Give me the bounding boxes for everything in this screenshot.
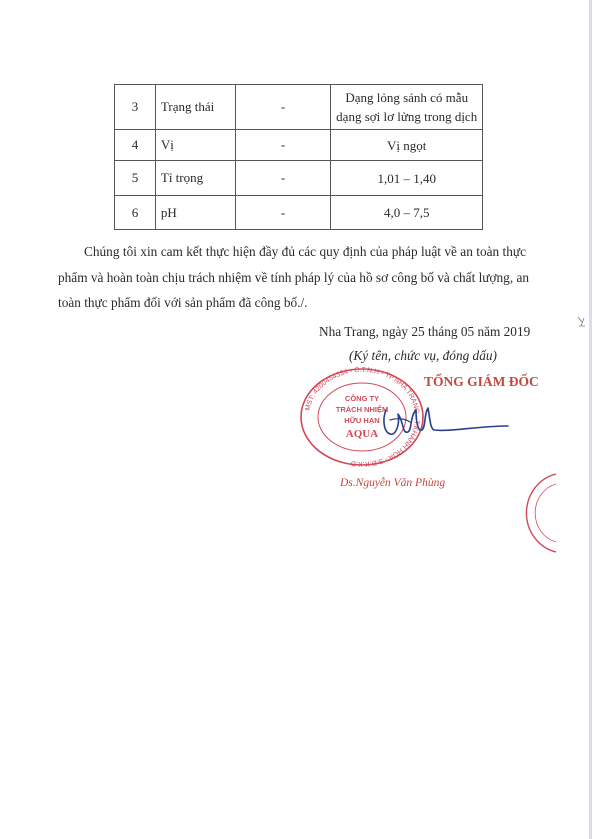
criterion-dash: -	[235, 130, 331, 161]
seal-line: TRÁCH NHIỆM	[335, 405, 389, 414]
row-number: 3	[115, 85, 156, 130]
criterion-value	[331, 85, 483, 130]
signer-name: Ds.Nguyễn Văn Phùng	[340, 477, 446, 489]
criterion-value: 4,0 – 7,5	[331, 196, 483, 230]
table-row	[115, 85, 483, 130]
seal-ring-text: MST: 4200454334 - C.T.N.H - TP.NHA TRANG - T.KHÁNH HÒA - S.Đ.K.K.D	[304, 367, 421, 467]
paragraph-line: toàn thực phẩm đối với sản phẩm đã công bố./.	[58, 295, 308, 310]
table-row	[115, 130, 483, 161]
commitment-paragraph	[58, 239, 530, 316]
criterion-name: Trạng thái	[155, 85, 235, 130]
criterion-value: 1,01 – 1,40	[331, 161, 483, 196]
paragraph-line: phẩm và hoàn toàn chịu trách nhiệm về tính pháp lý của hồ sơ công bố và chất lượng, an	[58, 269, 530, 285]
value-line: Dạng lỏng sánh có mẫu	[345, 90, 469, 105]
place-date: Nha Trang, ngày 25 tháng 05 năm 2019	[319, 324, 531, 339]
criterion-dash: -	[235, 196, 331, 230]
page-mark	[576, 314, 588, 330]
row-number: 6	[115, 196, 156, 230]
row-number: 4	[115, 130, 156, 161]
row-number: 5	[115, 161, 156, 196]
criterion-value: Vị ngọt	[331, 130, 483, 161]
criterion-name: Tỉ trọng	[155, 161, 235, 196]
signer-title: TỔNG GIÁM ĐỐC	[424, 374, 539, 389]
spec-table	[114, 84, 483, 230]
page-seal-partial	[516, 472, 556, 554]
seal-line: CÔNG TY	[344, 394, 380, 403]
value-line: dạng sợi lơ lửng trong dịch	[336, 109, 478, 124]
seal-line: HỮU HẠN	[344, 416, 380, 425]
signature-note: (Ký tên, chức vụ, đóng dấu)	[349, 348, 497, 363]
table-row	[115, 161, 483, 196]
seal-line: AQUA	[345, 428, 379, 440]
handwritten-signature	[360, 396, 510, 456]
criterion-dash: -	[235, 161, 331, 196]
criterion-name: pH	[155, 196, 235, 230]
criterion-dash: -	[235, 85, 331, 130]
criterion-name: Vị	[155, 130, 235, 161]
table-row	[115, 196, 483, 230]
paragraph-line: Chúng tôi xin cam kết thực hiện đầy đủ các quy định của pháp luật về an toàn thực	[84, 244, 526, 259]
